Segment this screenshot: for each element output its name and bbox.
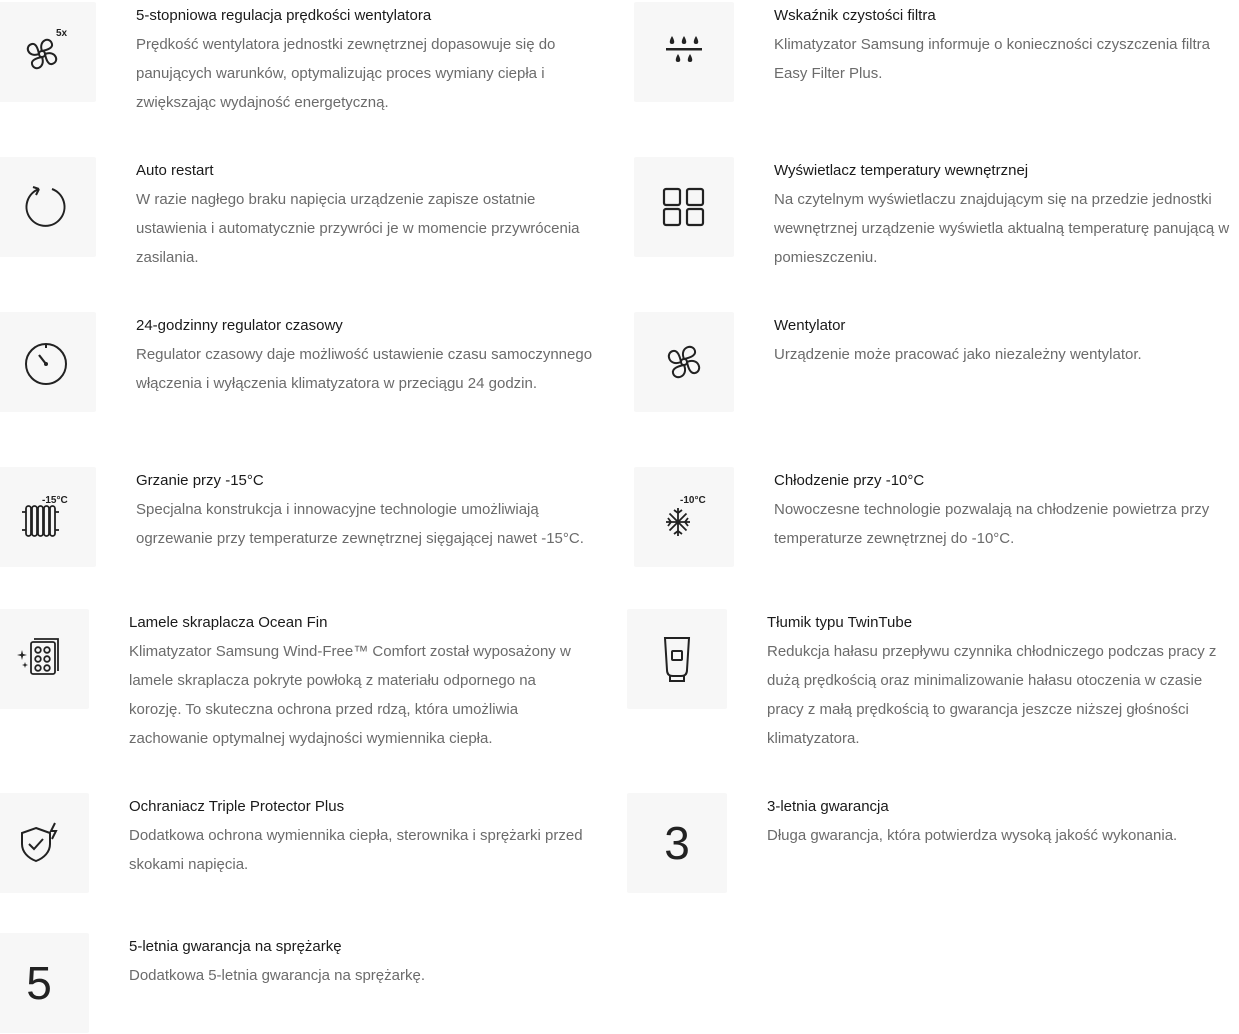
- feature-description: Długa gwarancja, która potwierdza wysoką jakość wykonania.: [767, 827, 1178, 844]
- restart-icon: [21, 182, 71, 232]
- icon-box: [627, 609, 727, 709]
- feature-title: Tłumik typu TwinTube: [767, 614, 913, 631]
- twintube-icon: [657, 634, 697, 684]
- ocean-fin-icon: [14, 634, 64, 684]
- number-3-icon: 3: [664, 817, 690, 869]
- fan-5x-icon: [16, 22, 76, 82]
- feature-description: W razie nagłego braku napięcia urządzenie zapisze ostatnie ustawienia i automatycznie przywróci je w momencie przywrócenia zasilania.: [136, 191, 580, 266]
- feature-title: 5-letnia gwarancja na sprężarkę: [129, 938, 342, 955]
- fan-icon: [659, 337, 709, 387]
- feature-description: Klimatyzator Samsung Wind-Free™ Comfort został wyposażony w lamele skraplacza pokryte powłoką z materiału odpornego na korozję. To skuteczna ochrona przed rdzą, która umożliwia zachowanie optymalnej wydajności wymiennika ciepła.: [129, 643, 571, 747]
- icon-box: [0, 933, 89, 1033]
- feature-title: Auto restart: [136, 162, 214, 179]
- heating-temp-label: -15°C: [42, 495, 68, 506]
- feature-title: Wentylator: [774, 317, 846, 334]
- shield-icon: [14, 818, 64, 868]
- filter-drops-icon: [662, 30, 706, 74]
- icon-box: [634, 312, 734, 412]
- icon-box: [0, 2, 96, 102]
- icon-box: [0, 467, 96, 567]
- icon-box: [0, 157, 96, 257]
- icon-box: [634, 2, 734, 102]
- feature-description: Na czytelnym wyświetlaczu znajdującym się na przedzie jednostki wewnętrznej urządzenie wyświetla aktualną temperaturę panującą w pomieszczeniu.: [774, 191, 1230, 266]
- display-88-icon: [661, 185, 707, 229]
- number-5-icon: 5: [26, 957, 52, 1009]
- icon-box: [634, 467, 734, 567]
- feature-description: Urządzenie może pracować jako niezależny wentylator.: [774, 346, 1142, 363]
- feature-title: Chłodzenie przy -10°C: [774, 472, 925, 489]
- icon-box: [634, 157, 734, 257]
- feature-title: 5-stopniowa regulacja prędkości wentylatora: [136, 7, 432, 24]
- feature-title: Ochraniacz Triple Protector Plus: [129, 798, 345, 815]
- feature-description: Klimatyzator Samsung informuje o konieczności czyszczenia filtra Easy Filter Plus.: [774, 36, 1211, 82]
- feature-title: 24-godzinny regulator czasowy: [136, 317, 343, 334]
- feature-title: Grzanie przy -15°C: [136, 472, 264, 489]
- snowflake-icon: [654, 492, 714, 542]
- icon-box: [0, 793, 89, 893]
- icon-box: [0, 609, 89, 709]
- feature-description: Prędkość wentylatora jednostki zewnętrznej dopasowuje się do panujących warunków, optymalizując proces wymiany ciepła i zwiększając wydajność energetyczną.: [136, 36, 556, 111]
- feature-title: Wskaźnik czystości filtra: [774, 7, 936, 24]
- feature-description: Nowoczesne technologie pozwalają na chłodzenie powietrza przy temperaturze zewnętrznej do -10°C.: [774, 501, 1210, 547]
- feature-description: Dodatkowa 5-letnia gwarancja na sprężarkę.: [129, 967, 425, 984]
- feature-title: Lamele skraplacza Ocean Fin: [129, 614, 328, 631]
- feature-title: Wyświetlacz temperatury wewnętrznej: [774, 162, 1029, 179]
- timer-icon: [21, 337, 71, 387]
- cooling-temp-label: -10°C: [680, 495, 706, 506]
- feature-description: Dodatkowa ochrona wymiennika ciepła, sterownika i sprężarki przed skokami napięcia.: [129, 827, 583, 873]
- feature-description: Specjalna konstrukcja i innowacyjne technologie umożliwiają ogrzewanie przy temperaturze zewnętrznej sięgającej nawet -15°C.: [136, 501, 584, 547]
- feature-description: Regulator czasowy daje możliwość ustawienie czasu samoczynnego włączenia i wyłączenia klimatyzatora w przeciągu 24 godzin.: [136, 346, 593, 392]
- icon-box: [627, 793, 727, 893]
- fan-5x-label: 5x: [56, 28, 68, 39]
- icon-box: [0, 312, 96, 412]
- feature-title: 3-letnia gwarancja: [767, 798, 889, 815]
- radiator-icon: [16, 492, 76, 542]
- feature-description: Redukcja hałasu przepływu czynnika chłodniczego podczas pracy z dużą prędkością oraz minimalizowanie hałasu otoczenia w czasie pracy z małą prędkością to gwarancja jeszcze niższej głośności klimatyzatora.: [767, 643, 1217, 747]
